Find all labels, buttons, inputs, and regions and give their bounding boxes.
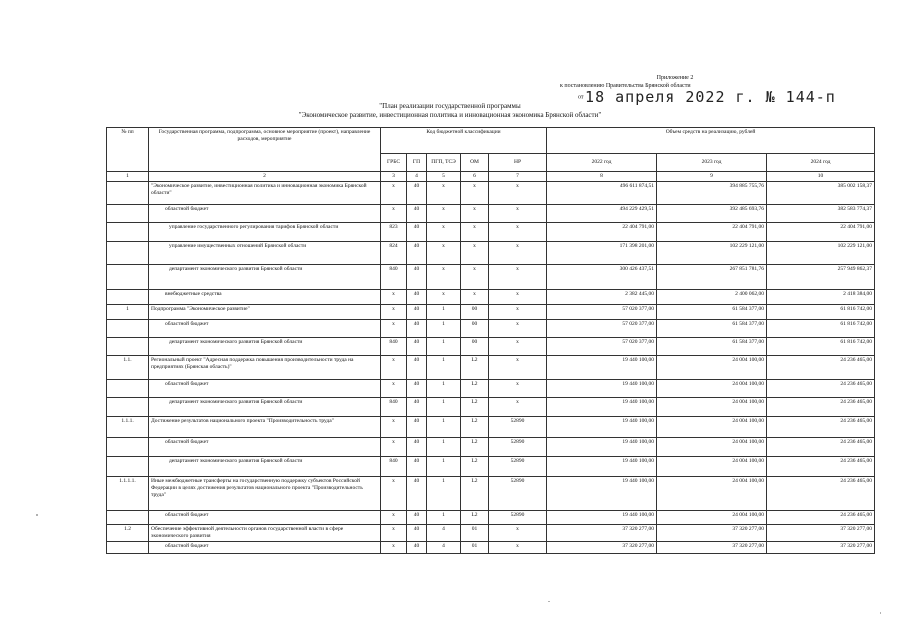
row-ppgp: х [427, 290, 461, 305]
row-name: областной бюджет [149, 380, 381, 398]
header-nr: НР [489, 154, 547, 172]
table-row [107, 511, 875, 525]
row-ppgp: х [427, 182, 461, 205]
row-2022: 300 426 437,51 [547, 265, 657, 290]
row-nr: х [489, 223, 547, 242]
row-gp: 40 [407, 525, 427, 542]
row-2023: 22 404 791,00 [657, 223, 767, 242]
row-name: управление имущественных отношений Брянской области [149, 242, 381, 265]
row-num [107, 290, 149, 305]
table-row [107, 182, 875, 205]
row-gp: 40 [407, 205, 427, 223]
row-2023: 267 851 781,76 [657, 265, 767, 290]
row-2024: 22 404 791,00 [767, 223, 875, 242]
table-row [107, 223, 875, 242]
row-2024: 24 236 465,00 [767, 477, 875, 511]
row-num [107, 265, 149, 290]
row-grbs: х [381, 356, 407, 380]
row-2024: 61 816 742,00 [767, 320, 875, 338]
header-2024: 2024 год [767, 154, 875, 172]
row-nr: х [489, 338, 547, 356]
row-om: L2 [461, 380, 489, 398]
row-2022: 37 320 277,00 [547, 542, 657, 554]
row-2023: 2 400 062,00 [657, 290, 767, 305]
table-row [107, 457, 875, 477]
row-name: департамент экономического развития Брянской области [149, 457, 381, 477]
row-om: L2 [461, 438, 489, 457]
table-row [107, 320, 875, 338]
table-row [107, 356, 875, 380]
header-ppgp: ПГП, ТСЭ [427, 154, 461, 172]
row-ppgp: 1 [427, 320, 461, 338]
row-ppgp: 1 [427, 457, 461, 477]
row-name: департамент экономического развития Брянской области [149, 398, 381, 417]
row-nr: х [489, 380, 547, 398]
row-2023: 24 004 100,00 [657, 457, 767, 477]
header-num: № пп [107, 128, 149, 172]
row-2023: 24 004 100,00 [657, 477, 767, 511]
row-2024: 382 583 774,37 [767, 205, 875, 223]
row-nr: х [489, 356, 547, 380]
title-line-1: "План реализации государственной программы [379, 102, 521, 110]
row-name: департамент экономического развития Брянской области [149, 265, 381, 290]
row-ppgp: х [427, 205, 461, 223]
row-name: департамент экономического развития Брянской области [149, 338, 381, 356]
header-name: Государственная программа, подпрограмма, основное мероприятие (проект), направление расходов, мероприятие [149, 128, 381, 172]
row-num [107, 511, 149, 525]
row-ppgp: 1 [427, 398, 461, 417]
row-om: х [461, 223, 489, 242]
row-ppgp: 1 [427, 477, 461, 511]
row-2022: 19 440 100,00 [547, 457, 657, 477]
row-gp: 40 [407, 477, 427, 511]
row-gp: 40 [407, 438, 427, 457]
row-grbs: 823 [381, 223, 407, 242]
row-2023: 61 584 377,00 [657, 320, 767, 338]
row-om: 01 [461, 525, 489, 542]
row-grbs: 824 [381, 242, 407, 265]
header-grbs: ГРБС [381, 154, 407, 172]
row-num [107, 223, 149, 242]
row-om: х [461, 242, 489, 265]
col-number: 1 [107, 172, 149, 182]
row-2024: 24 236 465,00 [767, 417, 875, 438]
row-nr: х [489, 398, 547, 417]
row-num [107, 242, 149, 265]
handwritten-date: 18 апреля 2022 г. № 144-п [585, 88, 836, 106]
row-2023: 392 485 693,76 [657, 205, 767, 223]
row-grbs: х [381, 477, 407, 511]
row-name: областной бюджет [149, 438, 381, 457]
row-num [107, 438, 149, 457]
row-name: Подпрограмма "Экономическое развитие" [149, 305, 381, 320]
row-num: 1.1.1. [107, 417, 149, 438]
row-2023: 37 320 277,00 [657, 525, 767, 542]
table-row [107, 290, 875, 305]
row-num: 1.1.1.1. [107, 477, 149, 511]
row-gp: 40 [407, 542, 427, 554]
row-2024: 24 236 465,00 [767, 457, 875, 477]
row-2022: 2 382 445,00 [547, 290, 657, 305]
header-budget-code: Код бюджетной классификации [381, 128, 547, 154]
col-number: 8 [547, 172, 657, 182]
row-2022: 57 020 377,00 [547, 320, 657, 338]
row-om: х [461, 182, 489, 205]
plan-table [106, 127, 875, 554]
row-om: L2 [461, 477, 489, 511]
table-row [107, 525, 875, 542]
col-number: 9 [657, 172, 767, 182]
row-num [107, 542, 149, 554]
appendix-label: Приложение 2 [656, 75, 694, 81]
row-name: Региональный проект "Адресная поддержка повышения производительности труда на предприятиях (Брянская область)" [149, 356, 381, 380]
row-num [107, 320, 149, 338]
row-gp: 40 [407, 417, 427, 438]
header-2023: 2023 год [657, 154, 767, 172]
row-num: 1.2 [107, 525, 149, 542]
row-num [107, 205, 149, 223]
row-num [107, 457, 149, 477]
table-row [107, 242, 875, 265]
row-nr: х [489, 205, 547, 223]
row-num [107, 338, 149, 356]
row-nr: 52890 [489, 417, 547, 438]
row-2023: 24 004 100,00 [657, 438, 767, 457]
row-gp: 40 [407, 511, 427, 525]
row-2023: 61 584 377,00 [657, 338, 767, 356]
row-name: Иные межбюджетные трансферты на государственную поддержку субъектов Российской Федерации в целях достижения результатов национального проекта "Производительность труда" [149, 477, 381, 511]
row-nr: х [489, 305, 547, 320]
row-om: 00 [461, 320, 489, 338]
row-om: 01 [461, 542, 489, 554]
table-row [107, 338, 875, 356]
row-om: L2 [461, 417, 489, 438]
row-ppgp: х [427, 265, 461, 290]
table-row [107, 417, 875, 438]
row-gp: 40 [407, 182, 427, 205]
row-name: областной бюджет [149, 511, 381, 525]
row-grbs: 840 [381, 457, 407, 477]
table-row [107, 265, 875, 290]
row-2022: 19 440 100,00 [547, 511, 657, 525]
row-name: областной бюджет [149, 205, 381, 223]
row-2023: 24 004 100,00 [657, 511, 767, 525]
row-nr: х [489, 290, 547, 305]
row-om: L2 [461, 356, 489, 380]
scan-speck [880, 612, 881, 614]
row-name: областной бюджет [149, 320, 381, 338]
row-2023: 394 885 755,76 [657, 182, 767, 205]
row-gp: 40 [407, 242, 427, 265]
document-title [230, 102, 670, 120]
row-grbs: 840 [381, 338, 407, 356]
row-gp: 40 [407, 457, 427, 477]
row-nr: х [489, 182, 547, 205]
row-gp: 40 [407, 320, 427, 338]
row-2024: 24 236 465,00 [767, 511, 875, 525]
row-2022: 19 440 100,00 [547, 398, 657, 417]
col-number: 2 [149, 172, 381, 182]
col-number: 7 [489, 172, 547, 182]
row-2024: 24 236 465,00 [767, 356, 875, 380]
row-grbs: 840 [381, 265, 407, 290]
row-om: х [461, 290, 489, 305]
row-ppgp: 1 [427, 338, 461, 356]
row-ppgp: 4 [427, 542, 461, 554]
row-om: L2 [461, 511, 489, 525]
row-ppgp: 1 [427, 438, 461, 457]
row-gp: 40 [407, 398, 427, 417]
row-2024: 24 236 465,00 [767, 380, 875, 398]
row-num: 1 [107, 305, 149, 320]
row-2022: 19 440 100,00 [547, 438, 657, 457]
row-2023: 61 584 377,00 [657, 305, 767, 320]
row-ppgp: х [427, 223, 461, 242]
scan-speck [36, 514, 38, 516]
row-nr: х [489, 525, 547, 542]
date-prefix: от [578, 94, 584, 101]
row-name: "Экономическое развитие, инвестиционная политика и инновационная экономика Брянской области" [149, 182, 381, 205]
row-2024: 61 816 742,00 [767, 305, 875, 320]
row-name: областной бюджет [149, 542, 381, 554]
row-nr: х [489, 542, 547, 554]
row-2023: 24 004 100,00 [657, 356, 767, 380]
col-number: 3 [381, 172, 407, 182]
row-grbs: х [381, 182, 407, 205]
row-nr: 52890 [489, 457, 547, 477]
row-grbs: х [381, 438, 407, 457]
row-grbs: х [381, 511, 407, 525]
header-gp: ГП [407, 154, 427, 172]
col-number: 6 [461, 172, 489, 182]
row-2022: 19 440 100,00 [547, 417, 657, 438]
row-2022: 37 320 277,00 [547, 525, 657, 542]
row-2022: 171 398 201,00 [547, 242, 657, 265]
row-2022: 19 440 100,00 [547, 356, 657, 380]
row-2023: 24 004 100,00 [657, 398, 767, 417]
row-2023: 37 320 277,00 [657, 542, 767, 554]
row-2022: 22 404 791,00 [547, 223, 657, 242]
row-name: Обеспечение эффективной деятельности органов государственной власти в сфере экономического развития [149, 525, 381, 542]
row-om: 00 [461, 305, 489, 320]
header-om: ОМ [461, 154, 489, 172]
table-row [107, 380, 875, 398]
row-2022: 57 020 377,00 [547, 305, 657, 320]
row-2024: 61 816 742,00 [767, 338, 875, 356]
row-2024: 37 320 277,00 [767, 525, 875, 542]
row-ppgp: 4 [427, 525, 461, 542]
row-2024: 37 320 277,00 [767, 542, 875, 554]
row-gp: 40 [407, 290, 427, 305]
row-gp: 40 [407, 223, 427, 242]
col-number: 4 [407, 172, 427, 182]
row-grbs: х [381, 320, 407, 338]
header-volume: Объем средств на реализацию, рублей [547, 128, 875, 154]
row-om: 00 [461, 338, 489, 356]
row-name: внебюджетные средства [149, 290, 381, 305]
row-grbs: х [381, 305, 407, 320]
row-2022: 494 229 429,51 [547, 205, 657, 223]
row-num [107, 398, 149, 417]
row-nr: 52890 [489, 511, 547, 525]
row-nr: х [489, 320, 547, 338]
row-om: L2 [461, 457, 489, 477]
row-om: L2 [461, 398, 489, 417]
table-row [107, 438, 875, 457]
col-number: 5 [427, 172, 461, 182]
row-num: 1.1. [107, 356, 149, 380]
row-gp: 40 [407, 305, 427, 320]
row-grbs: х [381, 290, 407, 305]
row-2022: 19 440 100,00 [547, 380, 657, 398]
table-row [107, 205, 875, 223]
row-ppgp: 1 [427, 417, 461, 438]
row-2022: 19 440 100,00 [547, 477, 657, 511]
row-2024: 24 236 465,00 [767, 398, 875, 417]
row-name: Достижение результатов национального проекта "Производительность труда" [149, 417, 381, 438]
row-name: управление государственного регулирования тарифов Брянской области [149, 223, 381, 242]
row-ppgp: 1 [427, 356, 461, 380]
row-ppgp: 1 [427, 305, 461, 320]
row-2023: 24 004 100,00 [657, 417, 767, 438]
row-ppgp: 1 [427, 511, 461, 525]
row-nr: х [489, 265, 547, 290]
resolution-reference: к постановлению Правительства Брянской области [560, 83, 691, 89]
row-om: х [461, 205, 489, 223]
row-gp: 40 [407, 338, 427, 356]
row-grbs: 840 [381, 398, 407, 417]
table-row [107, 398, 875, 417]
col-number: 10 [767, 172, 875, 182]
plan-table-body [107, 182, 875, 554]
row-gp: 40 [407, 265, 427, 290]
scan-speck [548, 601, 550, 602]
row-grbs: х [381, 525, 407, 542]
row-ppgp: 1 [427, 380, 461, 398]
row-2024: 257 949 862,37 [767, 265, 875, 290]
row-2024: 385 002 158,37 [767, 182, 875, 205]
row-2022: 57 020 377,00 [547, 338, 657, 356]
table-row [107, 305, 875, 320]
table-row [107, 542, 875, 554]
row-nr: 52890 [489, 477, 547, 511]
row-grbs: х [381, 205, 407, 223]
row-2023: 24 004 100,00 [657, 380, 767, 398]
table-row [107, 477, 875, 511]
row-2024: 102 229 121,00 [767, 242, 875, 265]
row-om: х [461, 265, 489, 290]
row-grbs: х [381, 417, 407, 438]
row-gp: 40 [407, 356, 427, 380]
row-2024: 2 418 384,00 [767, 290, 875, 305]
row-2024: 24 236 465,00 [767, 438, 875, 457]
row-ppgp: х [427, 242, 461, 265]
row-num [107, 380, 149, 398]
title-line-2: "Экономическое развитие, инвестиционная политика и инновационная экономика Брянской области" [298, 111, 602, 119]
header-2022: 2022 год [547, 154, 657, 172]
row-nr: 52890 [489, 438, 547, 457]
row-grbs: х [381, 542, 407, 554]
row-gp: 40 [407, 380, 427, 398]
row-grbs: х [381, 380, 407, 398]
row-2023: 102 229 121,00 [657, 242, 767, 265]
row-2022: 496 611 874,51 [547, 182, 657, 205]
row-nr: х [489, 242, 547, 265]
row-num [107, 182, 149, 205]
